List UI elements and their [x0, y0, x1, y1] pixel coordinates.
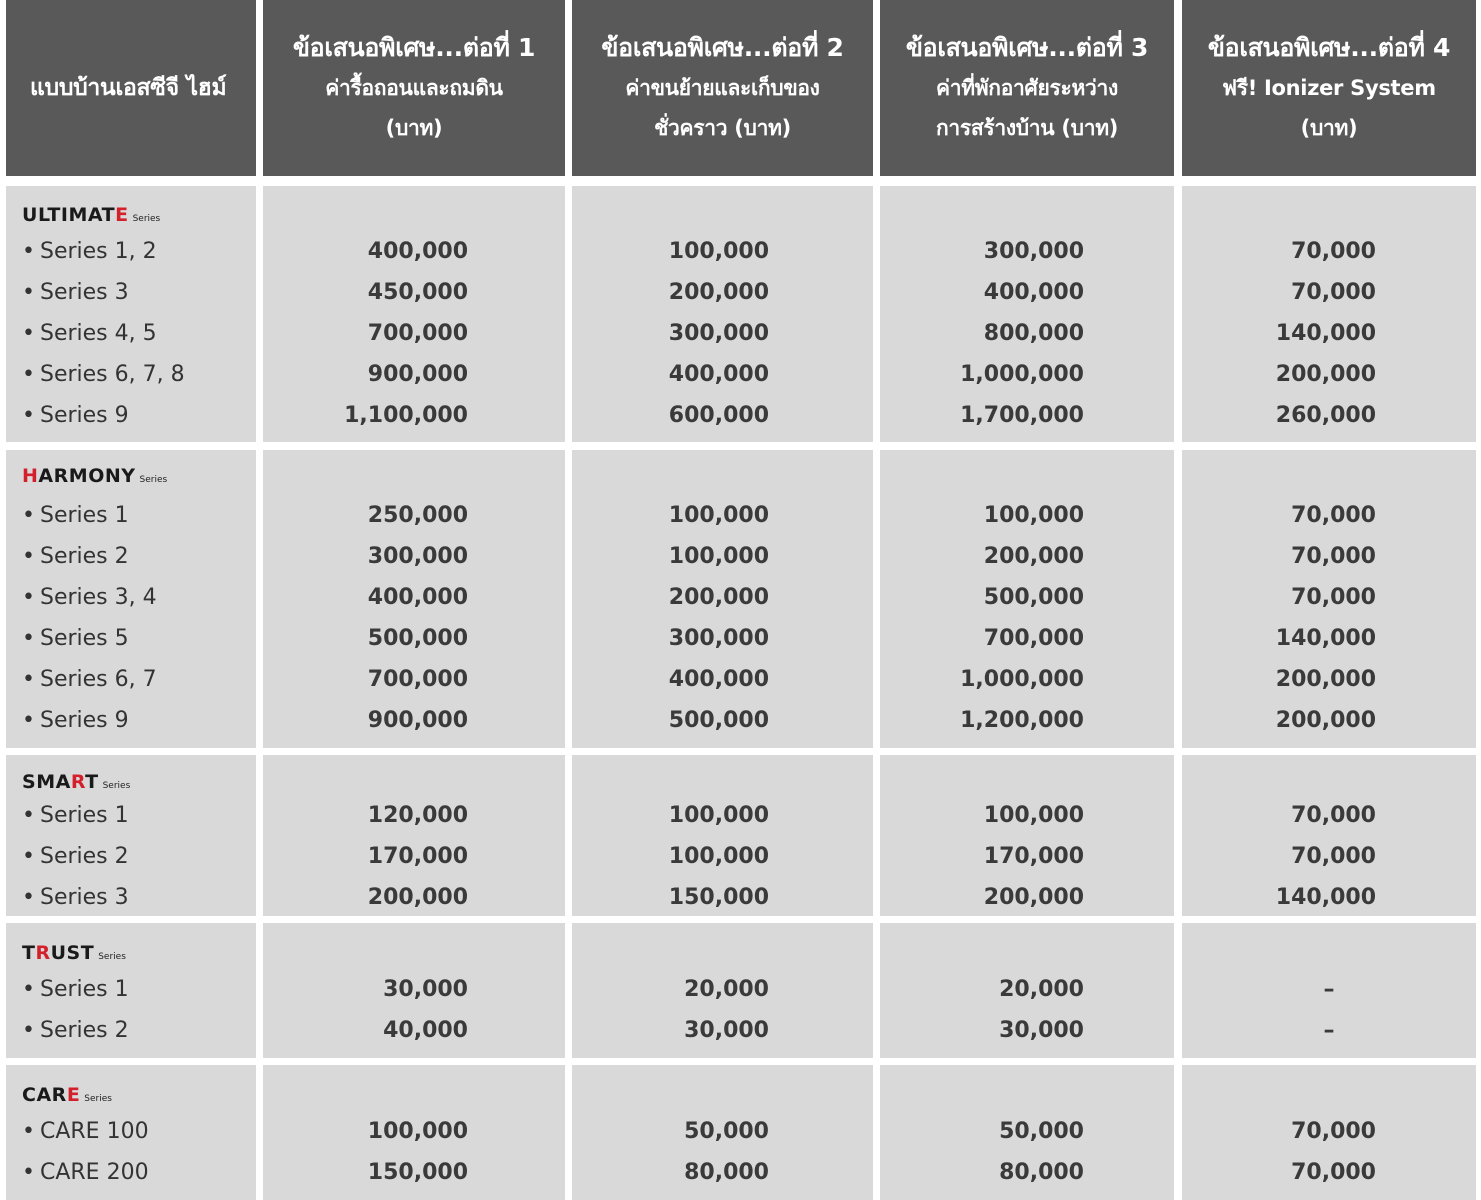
series-item-text: Series 2	[39, 544, 129, 569]
offer-4-value: –	[1323, 977, 1335, 1002]
series-item-text: CARE 200	[39, 1160, 149, 1185]
header-offer-3	[880, 0, 1174, 176]
series-item-text: Series 9	[39, 708, 129, 733]
series-item-label	[22, 502, 129, 530]
bullet-icon: •	[22, 844, 35, 869]
offer-4-value: –	[1323, 1018, 1335, 1043]
offer-1-value: 450,000	[367, 280, 468, 305]
bullet-icon: •	[22, 708, 35, 733]
offer-4-value: 140,000	[1275, 626, 1376, 651]
bullet-icon: •	[22, 803, 35, 828]
series-logo-harmony: HARMONY Series	[22, 465, 168, 487]
offer-1-value: 30,000	[383, 977, 468, 1002]
header-house-model	[6, 0, 256, 176]
offer-3-value: 500,000	[983, 585, 1084, 610]
offer-3-value: 200,000	[983, 885, 1084, 910]
header-offer-2	[572, 0, 873, 176]
offer-1-value: 40,000	[383, 1018, 468, 1043]
series-item-text: Series 1, 2	[39, 239, 157, 264]
offer-1-value: 170,000	[367, 844, 468, 869]
offer-2-value: 300,000	[668, 626, 769, 651]
offer-1-value: 900,000	[367, 362, 468, 387]
series-item-label	[22, 543, 129, 571]
bullet-icon: •	[22, 362, 35, 387]
offer-3-value: 800,000	[983, 321, 1084, 346]
series-item-text: Series 3	[39, 280, 129, 305]
offer-2-value: 100,000	[668, 239, 769, 264]
offer-1-value: 700,000	[367, 667, 468, 692]
series-item-label	[22, 238, 157, 266]
offer-4-value: 70,000	[1291, 280, 1376, 305]
offer-3-value: 20,000	[999, 977, 1084, 1002]
bullet-icon: •	[22, 667, 35, 692]
offer-3-value: 1,000,000	[960, 362, 1084, 387]
offer-3-value: 30,000	[999, 1018, 1084, 1043]
series-item-text: Series 2	[39, 1018, 129, 1043]
offer-2-value: 100,000	[668, 544, 769, 569]
series-item-label	[22, 802, 129, 830]
bullet-icon: •	[22, 280, 35, 305]
offer-1-value: 1,100,000	[344, 403, 468, 428]
series-item-text: Series 9	[39, 403, 129, 428]
offer-3-value: 50,000	[999, 1119, 1084, 1144]
series-logo-suffix: Series	[102, 781, 131, 791]
offer-2-value: 600,000	[668, 403, 769, 428]
offer-4-value: 140,000	[1275, 885, 1376, 910]
offer-2-value: 100,000	[668, 803, 769, 828]
offer-2-value: 80,000	[684, 1160, 769, 1185]
bullet-icon: •	[22, 1160, 35, 1185]
offer-1-value: 900,000	[367, 708, 468, 733]
series-item-text: Series 4, 5	[39, 321, 157, 346]
offer-2-value: 200,000	[668, 280, 769, 305]
series-item-label	[22, 361, 185, 389]
offer-4-value: 70,000	[1291, 844, 1376, 869]
bullet-icon: •	[22, 1119, 35, 1144]
offer-4-value: 140,000	[1275, 321, 1376, 346]
offer-3-value: 400,000	[983, 280, 1084, 305]
offer-2-value: 30,000	[684, 1018, 769, 1043]
offer-3-value: 170,000	[983, 844, 1084, 869]
offer-4-value: 70,000	[1291, 803, 1376, 828]
offer-title: ข้อเสนอพิเศษ...ต่อที่ 4	[1207, 33, 1451, 62]
series-logo-care: CARE Series	[22, 1084, 112, 1106]
offer-4-value: 70,000	[1291, 239, 1376, 264]
offer-title: ข้อเสนอพิเศษ...ต่อที่ 3	[905, 33, 1149, 62]
offer-subtitle: ค่ารื้อถอนและถมดิน (บาท)	[325, 76, 503, 140]
offer-4-value: 200,000	[1275, 708, 1376, 733]
series-item-text: Series 1	[39, 503, 129, 528]
series-item-text: Series 6, 7, 8	[39, 362, 185, 387]
offer-1-value: 120,000	[367, 803, 468, 828]
offer-1-value: 250,000	[367, 503, 468, 528]
offer-2-value: 20,000	[684, 977, 769, 1002]
offer-title: ข้อเสนอพิเศษ...ต่อที่ 2	[601, 33, 844, 62]
offer-4-value: 70,000	[1291, 585, 1376, 610]
offer-4-value: 70,000	[1291, 503, 1376, 528]
offer-4-value: 70,000	[1291, 1160, 1376, 1185]
series-item-label	[22, 320, 157, 348]
series-item-label	[22, 666, 157, 694]
series-logo-trust: TRUST Series	[22, 942, 126, 964]
bullet-icon: •	[22, 503, 35, 528]
offer-3-value: 1,000,000	[960, 667, 1084, 692]
offer-3-value: 300,000	[983, 239, 1084, 264]
offer-4-value: 70,000	[1291, 544, 1376, 569]
offer-2-value: 100,000	[668, 503, 769, 528]
header-offer-4	[1182, 0, 1476, 176]
offer-3-value: 80,000	[999, 1160, 1084, 1185]
offer-1-value: 500,000	[367, 626, 468, 651]
bullet-icon: •	[22, 977, 35, 1002]
bullet-icon: •	[22, 321, 35, 346]
offer-2-value: 150,000	[668, 885, 769, 910]
series-logo-ultimate: ULTIMATE Series	[22, 204, 161, 226]
offer-3-value: 100,000	[983, 503, 1084, 528]
offer-1-value: 400,000	[367, 585, 468, 610]
bullet-icon: •	[22, 403, 35, 428]
offer-subtitle: ค่าที่พักอาศัยระหว่าง การสร้างบ้าน (บาท)	[935, 76, 1119, 140]
offer-2-value: 100,000	[668, 844, 769, 869]
series-item-label	[22, 1118, 149, 1146]
series-item-label	[22, 584, 157, 612]
series-item-text: CARE 100	[39, 1119, 149, 1144]
series-item-label	[22, 279, 129, 307]
bullet-icon: •	[22, 585, 35, 610]
series-logo-suffix: Series	[84, 1094, 112, 1104]
series-item-label	[22, 843, 129, 871]
bullet-icon: •	[22, 239, 35, 264]
series-item-text: Series 2	[39, 844, 129, 869]
offer-2-value: 400,000	[668, 362, 769, 387]
series-item-text: Series 3, 4	[39, 585, 157, 610]
bullet-icon: •	[22, 544, 35, 569]
bullet-icon: •	[22, 626, 35, 651]
offer-1-value: 100,000	[367, 1119, 468, 1144]
header-offer-1	[263, 0, 565, 176]
offer-2-value: 300,000	[668, 321, 769, 346]
series-item-label	[22, 884, 129, 912]
offer-2-value: 50,000	[684, 1119, 769, 1144]
offer-3-value: 700,000	[983, 626, 1084, 651]
series-item-text: Series 6, 7	[39, 667, 157, 692]
offer-3-value: 1,200,000	[960, 708, 1084, 733]
offer-1-value: 300,000	[367, 544, 468, 569]
series-item-label	[22, 1017, 129, 1045]
offer-3-value: 100,000	[983, 803, 1084, 828]
series-item-label	[22, 976, 129, 1004]
series-item-label	[22, 707, 129, 735]
series-item-label	[22, 1159, 149, 1187]
series-item-label	[22, 402, 129, 430]
series-item-label	[22, 625, 129, 653]
bullet-icon: •	[22, 1018, 35, 1043]
offer-1-value: 200,000	[367, 885, 468, 910]
offer-4-value: 70,000	[1291, 1119, 1376, 1144]
offer-2-value: 200,000	[668, 585, 769, 610]
series-logo-smart: SMART Series	[22, 771, 131, 793]
series-item-text: Series 1	[39, 803, 129, 828]
offer-1-value: 400,000	[367, 239, 468, 264]
series-logo-suffix: Series	[98, 952, 126, 962]
offer-3-value: 200,000	[983, 544, 1084, 569]
header-house-model-label: แบบบ้านเอสซีจี ไฮม์	[30, 75, 227, 101]
offer-2-value: 400,000	[668, 667, 769, 692]
offer-1-value: 150,000	[367, 1160, 468, 1185]
series-item-text: Series 1	[39, 977, 129, 1002]
offer-4-value: 200,000	[1275, 667, 1376, 692]
offer-2-value: 500,000	[668, 708, 769, 733]
offer-subtitle: ค่าขนย้ายและเก็บของ ชั่วคราว (บาท)	[625, 76, 820, 140]
offer-4-value: 260,000	[1275, 403, 1376, 428]
bullet-icon: •	[22, 885, 35, 910]
offer-subtitle: ฟรี! Ionizer System (บาท)	[1222, 76, 1436, 140]
offer-3-value: 1,700,000	[960, 403, 1084, 428]
series-logo-suffix: Series	[132, 214, 161, 224]
offer-1-value: 700,000	[367, 321, 468, 346]
series-item-text: Series 5	[39, 626, 129, 651]
offer-4-value: 200,000	[1275, 362, 1376, 387]
series-logo-suffix: Series	[139, 475, 168, 485]
series-item-text: Series 3	[39, 885, 129, 910]
offer-title: ข้อเสนอพิเศษ...ต่อที่ 1	[292, 33, 536, 62]
